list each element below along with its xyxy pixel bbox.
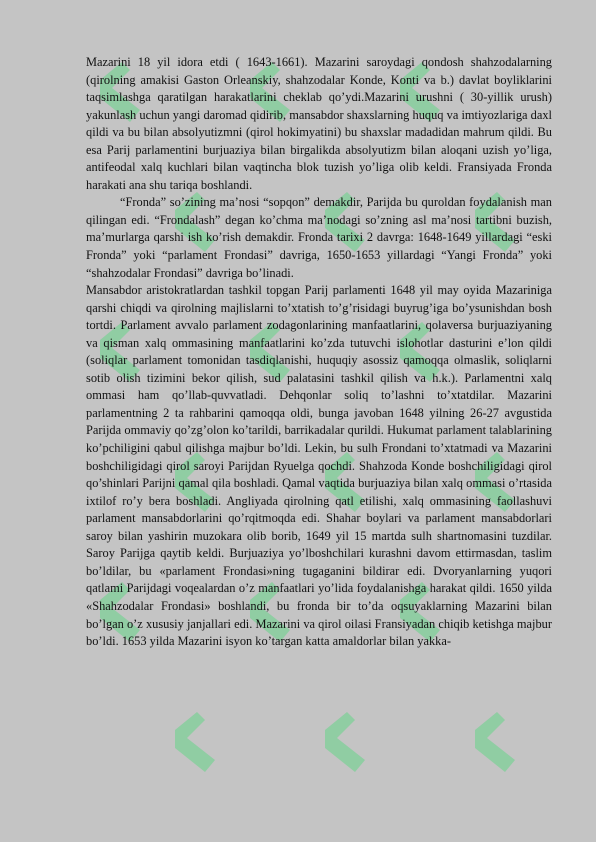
document-body [86,54,552,651]
paragraph-parliament-revolt: Mansabdor aristokratlardan tashkil topgan Parij parlamenti 1648 yil may oyida Mazariniga qarshi chiqdi va qirolning majlislarni to’xtatish to’g’risidagi buyrug’iga bo’ysunishdan bosh tortdi. Parlament avvalo parlament zodagonlarining manfaatlarini, qolaversa burjuaziyaning va qisman xalq ommasining manfaatlarini ko’zda tutuvchi islohotlar dasturini e’lon qildi (soliqlar parlament tomonidan tasdiqlanishi, huquqiy asossiz qamoqqa olmaslik, soliqlarni sotib olish tizimini bekor qilish, sud palatasini tashkil qilish va h.k.). Parlamentni xalq ommasi ham qo’llab-quvvatladi. Dehqonlar soliq to’lashni to’xtatdilar. Mazarini parlamentning 2 ta rahbarini qamoqqa oldi, bunga javoban 1648 yilning 26-27 avgustida Parijda ommaviy qo’zg’olon ko’tarildi, barrikadalar qurildi. Hukumat parlament talablarining ko’pchiligini qabul qilishga majbur bo’ldi. Lekin, bu sulh Frondani to’xtatmadi va Mazarini boshchiligidagi qirol saroyi Parijdan Ryuelga qochdi. Shahzoda Konde boshchiligidagi qirol qo’shinlari Parijni qamal qila boshladi. Qamal vaqtida burjuaziya bilan xalq ommasi o’rtasida ixtilof ro’y bera boshladi. Angliyada qirolning qatl etilishi, xalq ommasining faollashuvi parlament mansabdorlarini qo’rqitmoqda edi. Shahar boylari va parlament mansabdorlari saroy bilan yashirin muzokara olib borib, 1649 yil 15 martda sulh shartnomasini tuzdilar. Saroy Parijga qaytib keldi. Burjuaziya yo’lboshchilari kurashni davom ettirmasdan, taslim bo’ldilar, bu «parlament Frondasi»ning tugaganini bildirar edi. Dvoryanlarning yuqori qatlami Parijdagi voqealardan o’z manfaatlari yo’lida foydalanishga harakat qildi. 1650 yilda «Shahzodalar Frondasi» boshlandi, bu fronda bir to’da oqsuyaklarning Mazarini bilan bo’lgan o’z xususiy janjallari edi. Mazarini va qirol oilasi Fransiyadan chiqib ketishga majbur bo’ldi. 1653 yilda Mazarini isyon ko’targan katta amaldorlar bilan yakka- [86,283,552,649]
paragraph-mazarini-rule: Mazarini 18 yil idora etdi ( 1643-1661). Mazarini saroydagi qondosh shahzodalarning (qirolning amakisi Gaston Orleanskiy, shahzodalar Konde, Konti va b.) davlat boyliklarini taqsimlashga qaratilgan harakatlarini cheklab qo’ydi.Mazarini urushni ( 30-yillik urush) yakunlash uchun yangi daromad qidirib, mansabdor shaxslarning huquq va imtiyozlariga daxl qildi va bu bilan absolyutizmni (qirol hokimyatini) bu shaxslar madadidan mahrum qildi. Bu esa Parij parlamentini burjuaziya bilan birgalikda absolyutizm bilan aloqani uzish yo’liga, antifeodal xalq kuchlari bilan vaqtincha blok tuzish yo’liga olib keldi. Fransiyada Fronda harakati ana shu tariqa boshlandi. [86,55,552,192]
paragraph-fronda-meaning: “Fronda” so’zining ma’nosi “sopqon” demakdir, Parijda bu quroldan foydalanish man qilingan edi. “Frondalash” degan ko’chma ma’nodagi so’zning asl ma’nosi tartibni buzish, ma’murlarga qarshi ish ko’rish demakdir. Fronda tarixi 2 davrga: 1648-1649 yillardagi “eski Fronda” yoki “parlament Frondasi” davriga, 1650-1653 yillardagi “Yangi Fronda” yoki “shahzodalar Frondasi” davriga bo’linadi. [86,195,552,280]
